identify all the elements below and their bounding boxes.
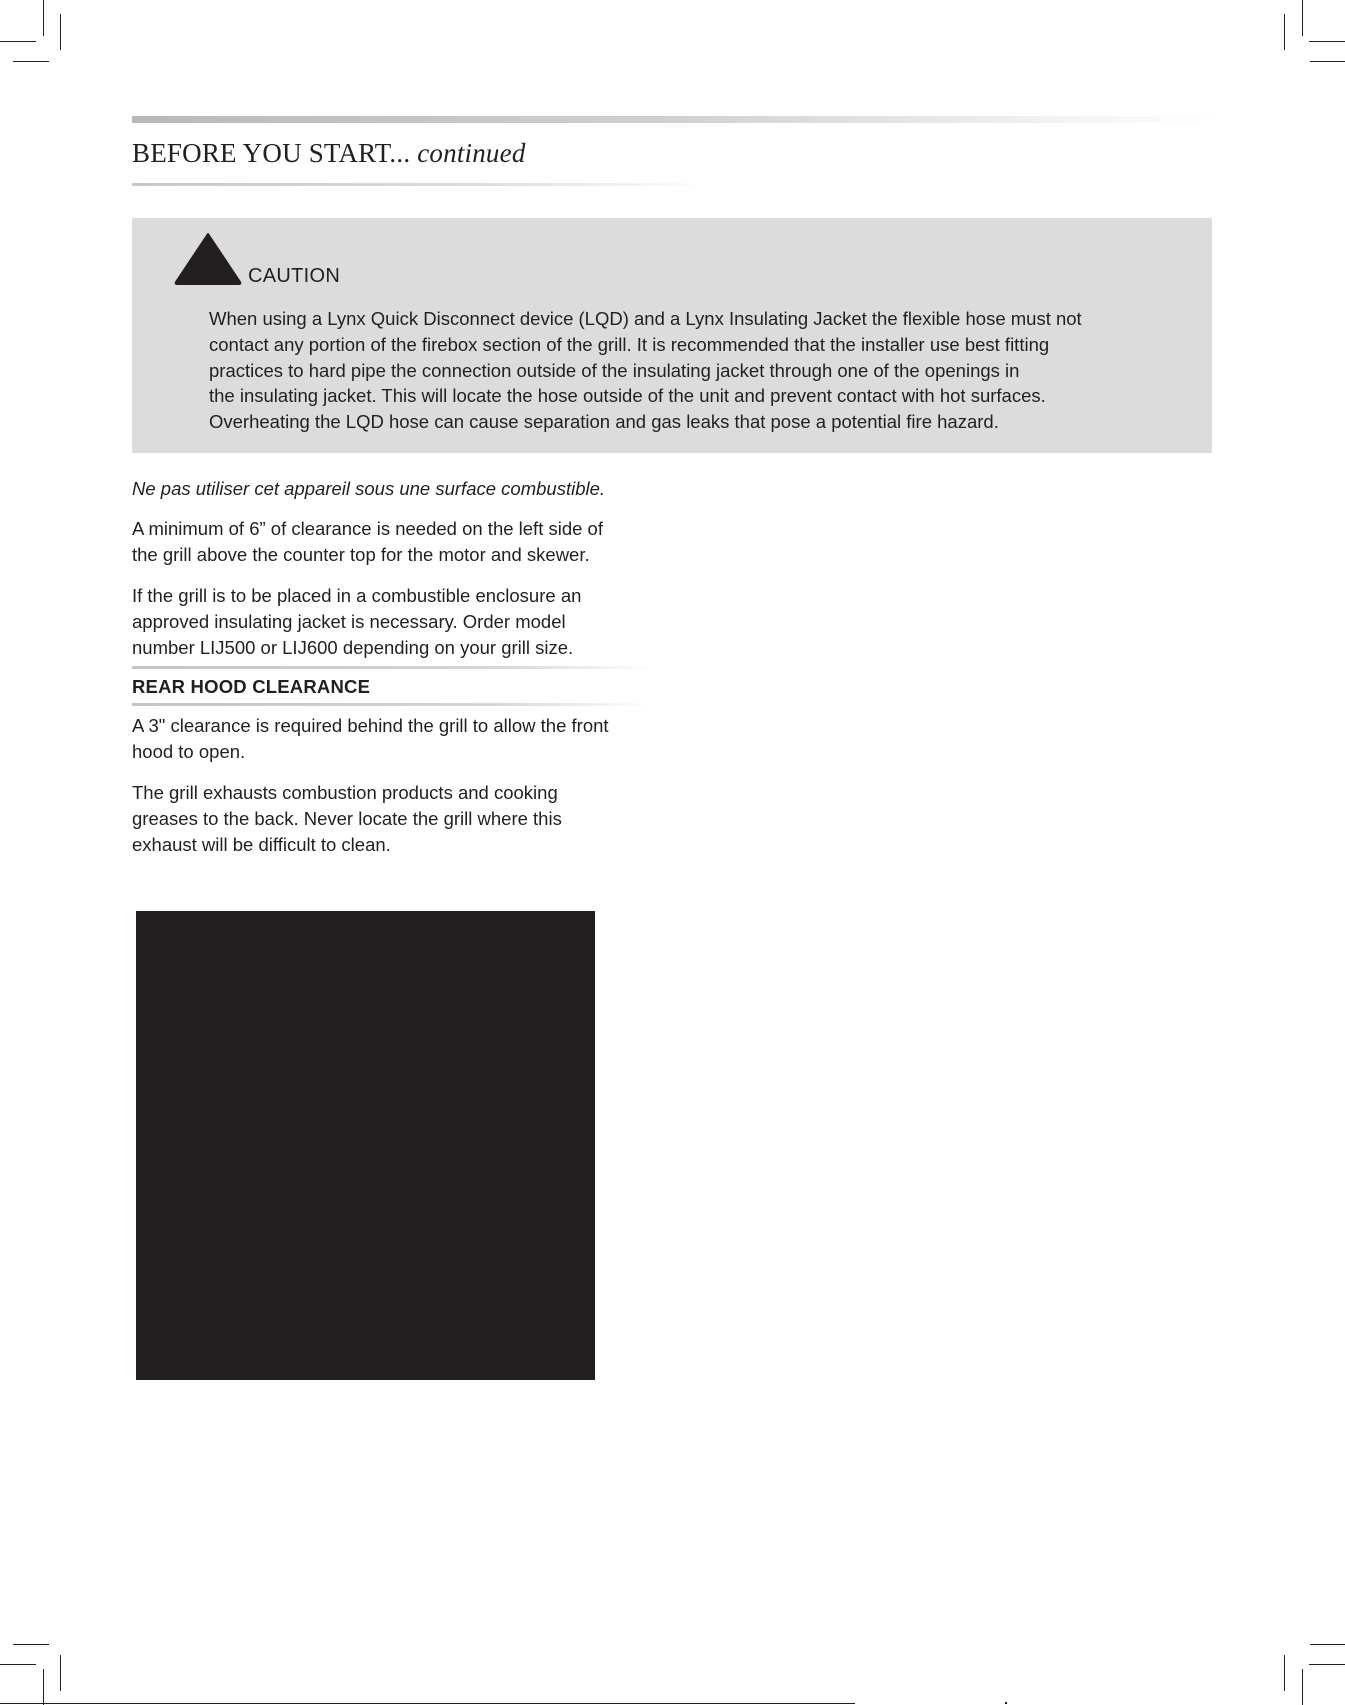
page-edge-tick [1005, 1702, 1007, 1704]
crop-mark [1284, 1655, 1285, 1691]
crop-mark [60, 1655, 61, 1691]
page-edge-line [0, 1703, 855, 1704]
crop-mark [0, 1664, 36, 1665]
paragraph-line: number LIJ500 or LIJ600 depending on your grill size. [132, 636, 574, 658]
french-note-text: Ne pas utiliser cet appareil sous une surface combustible. [132, 478, 606, 499]
crop-mark [1302, 0, 1303, 36]
caution-label: CAUTION [248, 265, 341, 287]
caution-text [209, 306, 1199, 435]
crop-mark [43, 0, 44, 36]
crop-mark [1310, 61, 1345, 62]
page-title-continued: continued [417, 138, 526, 168]
paragraph-line: the grill above the counter top for the motor and skewer. [132, 543, 590, 565]
paragraph-line: If the grill is to be placed in a combustible enclosure an [132, 585, 582, 606]
crop-mark [1284, 14, 1285, 50]
section-rule-top [132, 666, 652, 669]
caution-line: practices to hard pipe the connection outside of the insulating jacket through one of the openings in [209, 359, 1020, 381]
figure-image [136, 911, 595, 1380]
paragraph-line: exhaust will be difficult to clean. [132, 833, 391, 855]
page-title-main: BEFORE YOU START... [132, 138, 411, 168]
warning-triangle-icon [174, 232, 242, 286]
crop-mark [13, 61, 49, 62]
paragraph-line: greases to the back. Never locate the grill where this [132, 807, 562, 829]
caution-line: contact any portion of the firebox section of the grill. It is recommended that the installer use best fitting [209, 333, 1050, 355]
crop-mark [1309, 41, 1345, 42]
enclosure-paragraph [132, 583, 692, 660]
paragraph-line: hood to open. [132, 740, 246, 762]
rear-clearance-paragraph [132, 713, 692, 765]
caution-box [132, 218, 1212, 453]
crop-mark [60, 14, 61, 50]
crop-mark [1309, 1664, 1345, 1665]
caution-line: the insulating jacket. This will locate the hose outside of the unit and prevent contact with hot surfaces. [209, 385, 1046, 407]
paragraph-line: A minimum of 6” of clearance is needed on the left side of [132, 518, 603, 539]
caution-line: When using a Lynx Quick Disconnect device (LQD) and a Lynx Insulating Jacket the flexible hose must not [209, 308, 1082, 329]
french-note [132, 476, 692, 502]
side-clearance-paragraph [132, 516, 692, 568]
section-rule-bottom [132, 703, 652, 706]
paragraph-line: approved insulating jacket is necessary. Order model [132, 610, 566, 632]
header-rule-bottom [132, 183, 712, 186]
crop-mark [1302, 1669, 1303, 1705]
page-title [132, 138, 526, 169]
crop-mark [13, 1644, 49, 1645]
header-rule-top [132, 116, 1222, 123]
rear-hood-heading: REAR HOOD CLEARANCE [132, 676, 371, 697]
crop-mark [1310, 1644, 1345, 1645]
exhaust-paragraph [132, 780, 692, 857]
paragraph-line: The grill exhausts combustion products and cooking [132, 782, 558, 803]
paragraph-line: A 3" clearance is required behind the grill to allow the front [132, 715, 609, 736]
crop-mark [0, 41, 36, 42]
caution-line: Overheating the LQD hose can cause separation and gas leaks that pose a potential fire hazard. [209, 411, 999, 433]
crop-mark [43, 1669, 44, 1705]
